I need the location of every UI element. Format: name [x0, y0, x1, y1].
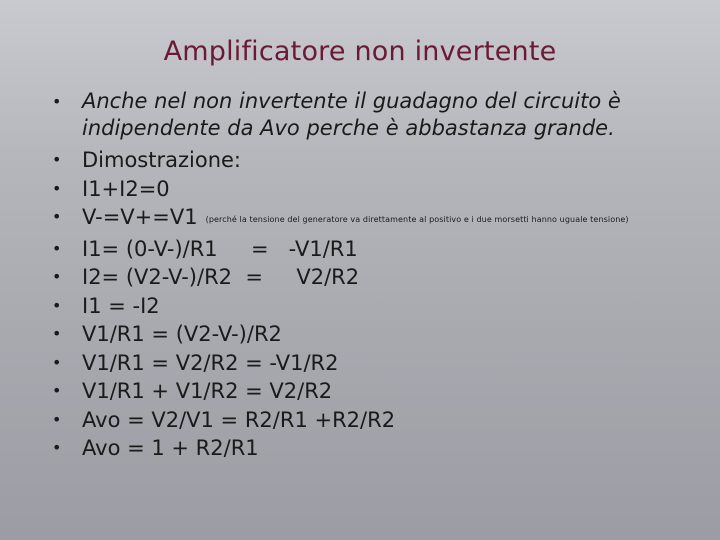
bullet-text: Dimostrazione: — [82, 148, 241, 172]
bullet-item-equation — [52, 434, 712, 463]
bullet-item-equation — [52, 175, 712, 204]
bullet-marker: • — [52, 295, 62, 315]
bullet-item-equation — [52, 263, 712, 292]
bullet-item-equation — [52, 377, 712, 406]
bullet-item-equation — [52, 349, 712, 378]
bullet-marker: • — [52, 381, 62, 400]
bullet-item-dimostrazione — [52, 146, 712, 175]
bullet-text: Avo = 1 + R2/R1 — [82, 436, 259, 460]
bullet-text: V1/R1 + V1/R2 = V2/R2 — [82, 379, 333, 403]
bullet-text: I2= (V2-V-)/R2 = V2/R2 — [82, 265, 360, 289]
bullet-marker: • — [52, 352, 62, 372]
bullet-item-equation — [52, 235, 712, 264]
bullet-item-equation — [52, 320, 712, 349]
bullet-text: V1/R1 = (V2-V-)/R2 — [82, 322, 282, 346]
bullet-text: V-=V+=V1 — [82, 205, 198, 229]
bullet-text: V1/R1 = V2/R2 = -V1/R2 — [82, 350, 339, 375]
bullet-list — [52, 88, 712, 463]
slide-title: Amplificatore non invertente — [163, 36, 557, 67]
bullet-marker: • — [52, 92, 62, 111]
bullet-marker: • — [52, 238, 62, 258]
bullet-item-intro — [52, 88, 712, 142]
bullet-item-equation — [52, 406, 712, 435]
bullet-text: Avo = V2/V1 = R2/R1 +R2/R2 — [82, 407, 396, 432]
bullet-note: (perché la tensione del generatore va direttamente al positivo e i due morsetti hanno uguale tensione) — [205, 215, 629, 224]
bullet-text: Anche nel non invertente il guadagno del circuito è indipendente da Avo perche è abbastanza grande. — [82, 89, 621, 140]
bullet-item-equation — [52, 203, 712, 235]
bullet-marker: • — [52, 207, 62, 226]
bullet-text: I1+I2=0 — [82, 176, 170, 201]
bullet-marker: • — [52, 178, 62, 198]
bullet-marker: • — [52, 150, 62, 169]
bullet-marker: • — [52, 409, 62, 429]
bullet-item-equation — [52, 292, 712, 321]
bullet-marker: • — [52, 438, 62, 457]
bullet-text: I1= (0-V-)/R1 = -V1/R1 — [82, 236, 358, 261]
bullet-marker: • — [52, 267, 62, 286]
bullet-marker: • — [52, 324, 62, 343]
bullet-text: I1 = -I2 — [82, 293, 160, 318]
